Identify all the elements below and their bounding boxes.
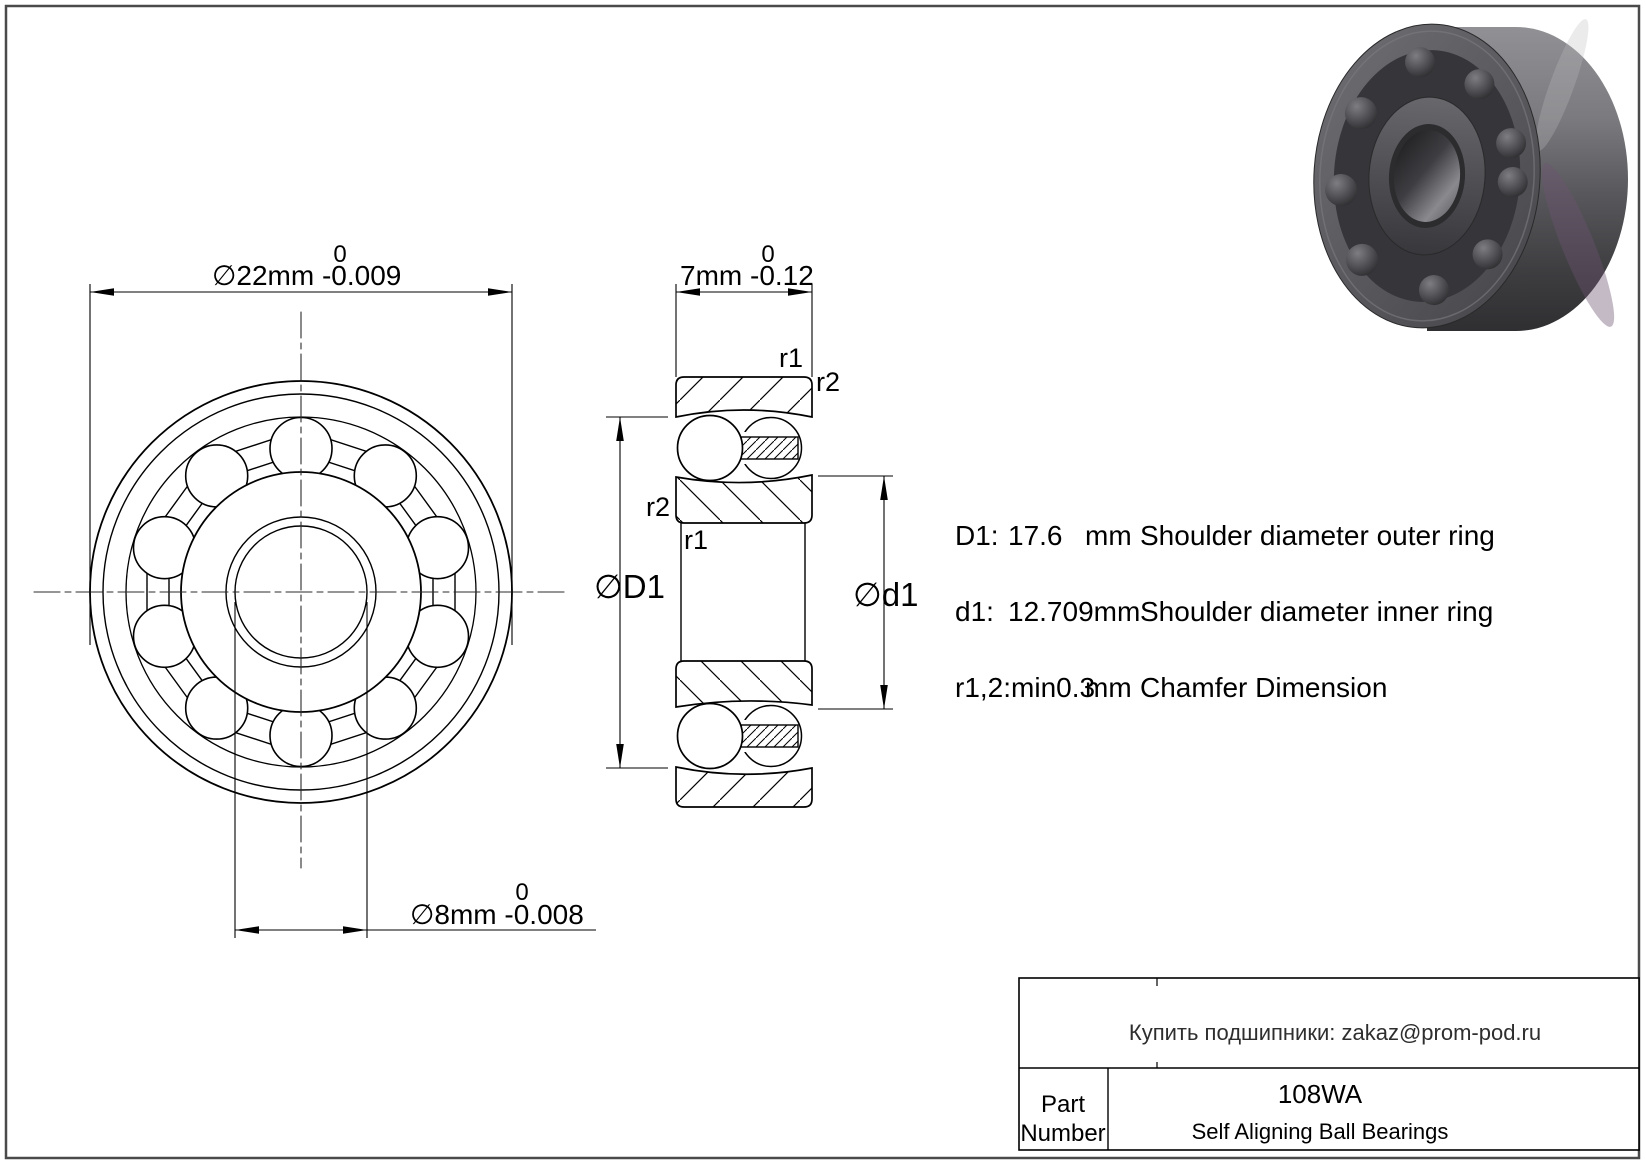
label-r1-left: r1 — [684, 525, 709, 555]
spec-value: 17.6 — [1008, 520, 1063, 551]
label-D1: ∅D1 — [594, 568, 665, 605]
dim-width-text: 7mm -0.12 — [680, 260, 814, 291]
spec-desc: Shoulder diameter outer ring — [1140, 520, 1495, 551]
spec-label: D1: — [955, 520, 999, 551]
front-ball-section — [678, 704, 743, 769]
spec-desc: Chamfer Dimension — [1140, 672, 1388, 703]
dim-outer-tolerance: 0 — [333, 241, 347, 268]
arrowhead — [90, 288, 114, 296]
spec-unit: mm — [1085, 672, 1132, 703]
label-d1: ∅d1 — [853, 576, 919, 613]
arrowhead — [488, 288, 512, 296]
dim-bore-text: ∅8mm -0.008 — [410, 899, 584, 930]
part-label-line1: Part — [1040, 1091, 1086, 1118]
dim-bore-tolerance: 0 — [515, 879, 529, 906]
label-r2-left: r2 — [646, 492, 671, 522]
arrowhead — [616, 417, 624, 441]
cage-section — [740, 437, 798, 459]
part-number: 108WA — [1277, 1079, 1363, 1109]
bearing-3d-render — [1304, 15, 1628, 335]
label-r1-top: r1 — [779, 343, 804, 373]
spec-desc: Shoulder diameter inner ring — [1140, 596, 1494, 627]
inner-ring-section-top — [676, 475, 812, 523]
spec-label: r1,2:min0.3 — [955, 672, 1096, 703]
inner-ring-section-bottom — [676, 661, 812, 707]
spec-label: d1: — [955, 596, 994, 627]
part-type: Self Aligning Ball Bearings — [1191, 1119, 1449, 1144]
dim-width-tolerance: 0 — [761, 241, 775, 268]
cage-section — [740, 725, 798, 747]
spec-unit: mm — [1085, 520, 1132, 551]
spec-value: 12.709mm — [1008, 596, 1141, 627]
outer-ring-section-bottom — [676, 767, 812, 807]
title-block — [1019, 978, 1639, 1150]
section-view — [594, 241, 918, 807]
label-r2-top: r2 — [816, 367, 841, 397]
front-view — [34, 312, 568, 868]
order-contact-text: Купить подшипники: zakaz@prom-pod.ru — [1128, 1020, 1542, 1045]
arrowhead — [235, 926, 259, 934]
arrowhead — [880, 476, 888, 500]
spec-table — [955, 520, 1495, 703]
front-ball-section — [678, 416, 743, 481]
dim-outer-text: ∅22mm -0.009 — [212, 260, 402, 291]
outer-ring-section-top — [676, 377, 812, 417]
part-label-line2: Number — [1020, 1120, 1106, 1147]
arrowhead — [616, 744, 624, 768]
arrowhead — [343, 926, 367, 934]
arrowhead — [880, 685, 888, 709]
